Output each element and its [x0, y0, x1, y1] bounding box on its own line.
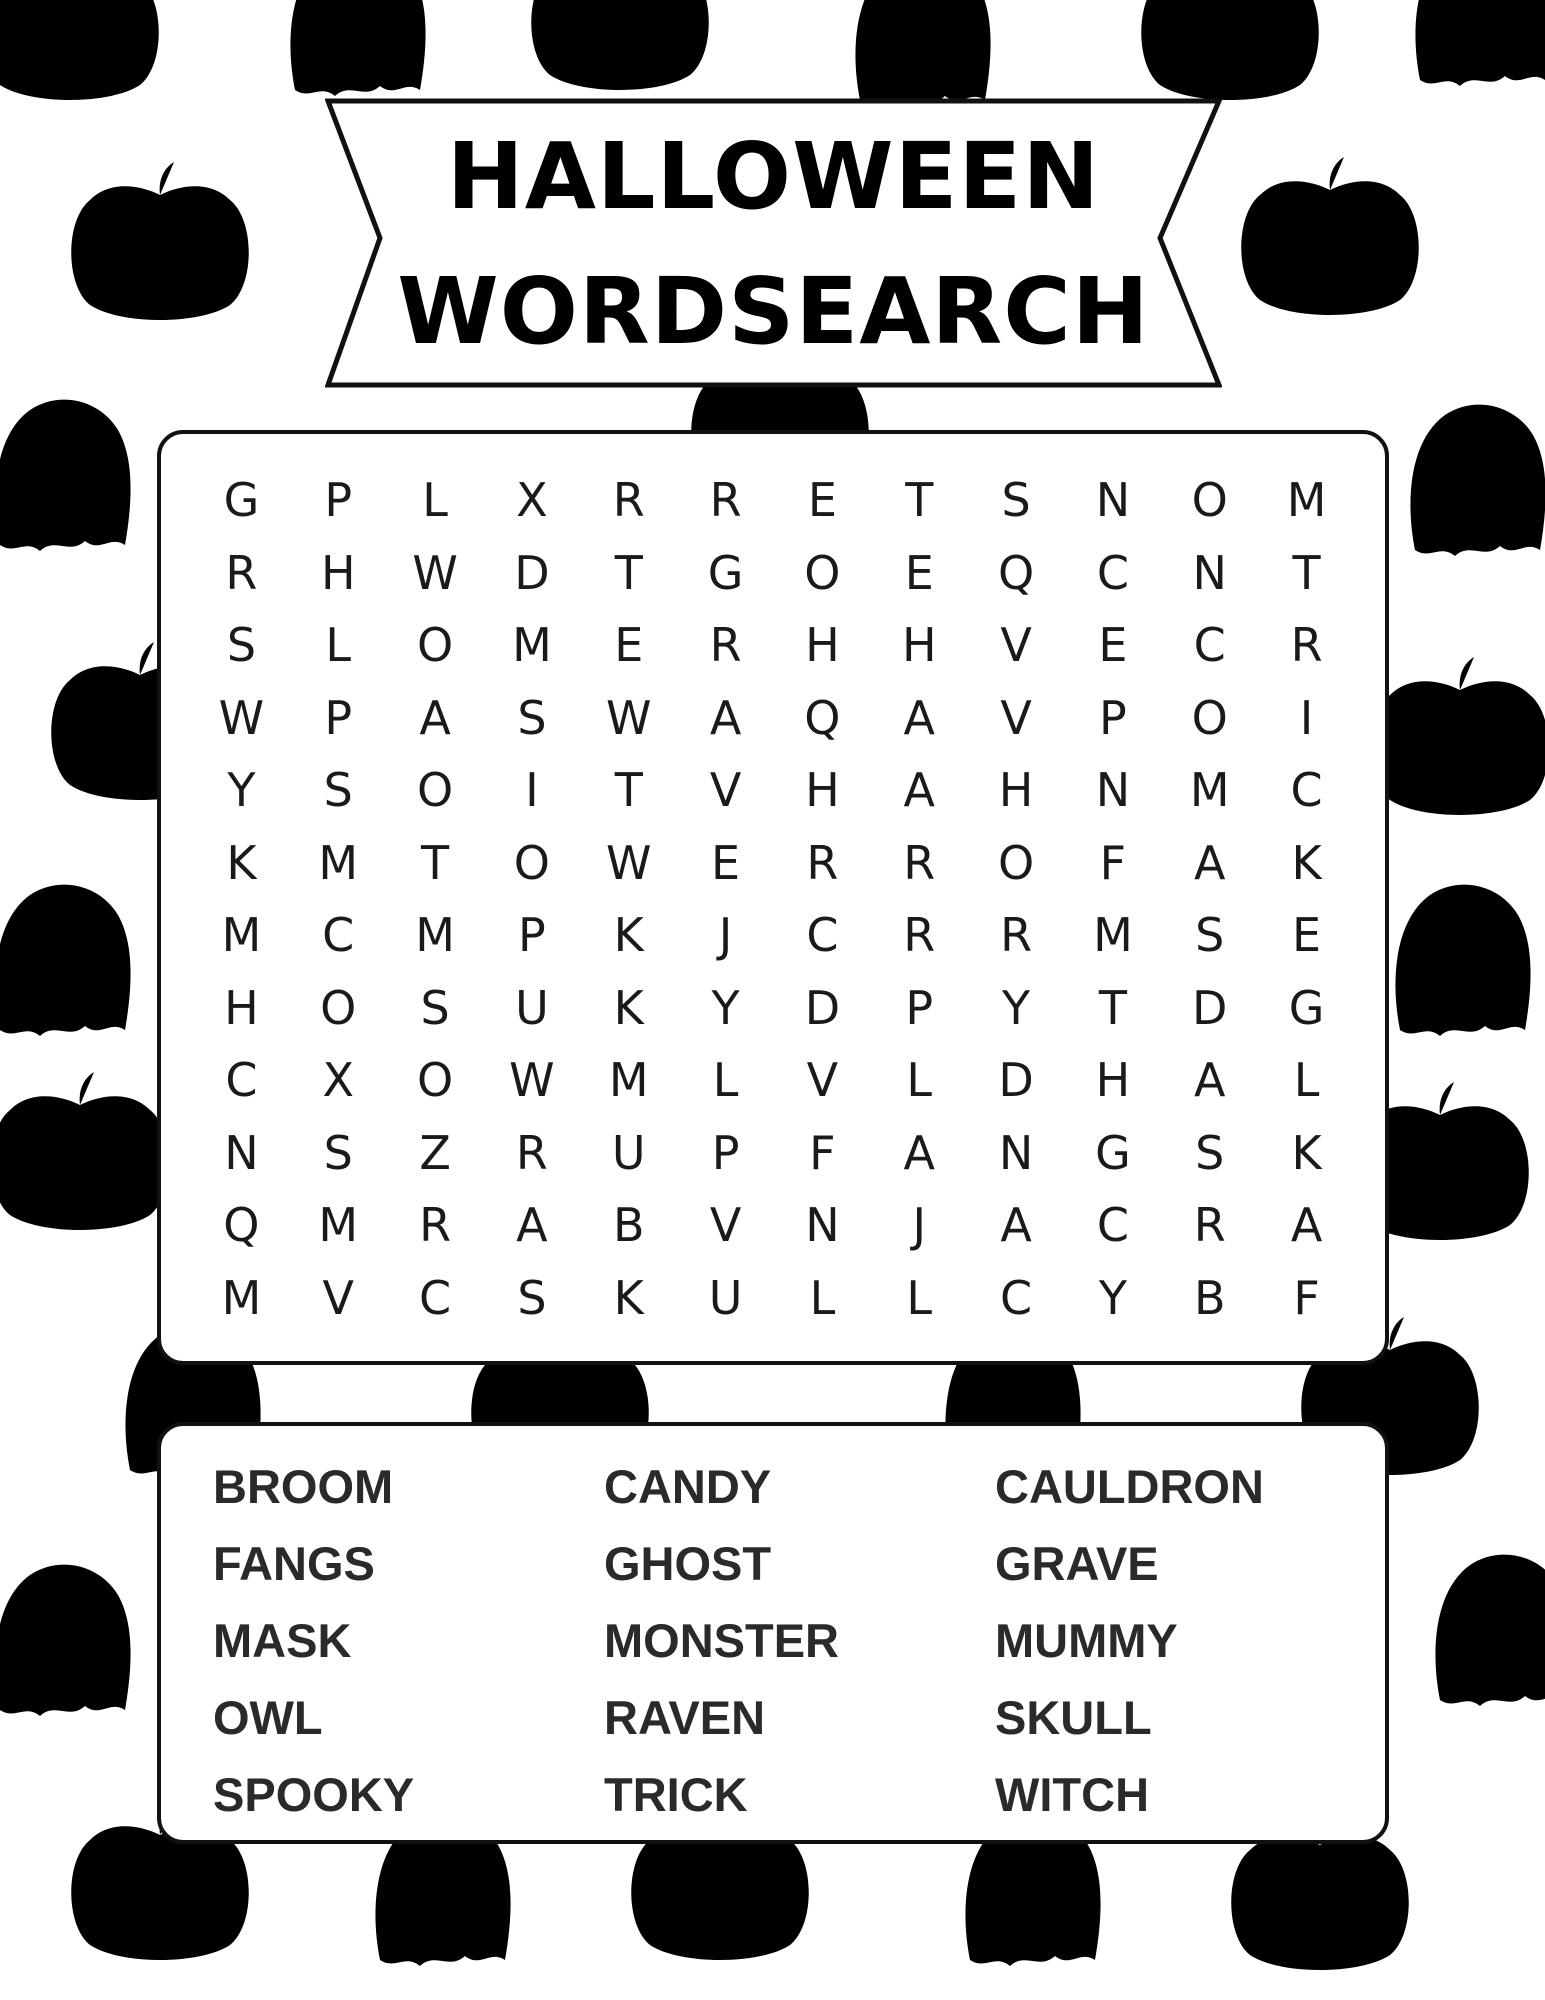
grid-cell[interactable]: O — [416, 763, 454, 818]
word-list-item: CAULDRON — [995, 1460, 1264, 1513]
word-list-panel — [157, 1422, 1389, 1844]
grid-cell[interactable]: W — [412, 545, 458, 600]
grid-cell[interactable]: P — [324, 473, 353, 528]
grid-cell[interactable]: O — [1191, 473, 1228, 528]
grid-cell[interactable]: P — [518, 908, 546, 963]
grid-cell[interactable]: C — [806, 908, 839, 963]
grid-cell[interactable]: A — [1000, 1198, 1032, 1253]
grid-cell[interactable]: N — [1095, 473, 1131, 528]
word-list-item: MASK — [213, 1614, 352, 1667]
word-list-item: FANGS — [213, 1537, 375, 1590]
grid-cell[interactable]: T — [421, 835, 450, 890]
letter-grid — [193, 464, 1355, 1334]
word-list-item: MONSTER — [604, 1614, 839, 1667]
grid-cell[interactable]: Y — [227, 763, 256, 818]
grid-cell[interactable]: N — [998, 1125, 1034, 1180]
grid-cell[interactable]: N — [805, 1198, 840, 1253]
grid-cell[interactable]: G — [707, 545, 744, 600]
word-list-item: SKULL — [995, 1691, 1152, 1744]
grid-cell[interactable]: K — [613, 980, 644, 1035]
grid-cell[interactable]: A — [903, 1125, 935, 1180]
grid-cell[interactable]: K — [613, 1270, 644, 1325]
grid-cell[interactable]: V — [322, 1270, 354, 1325]
grid-cell[interactable]: T — [1098, 980, 1127, 1035]
grid-cell[interactable]: A — [709, 690, 742, 745]
grid-cell[interactable]: C — [225, 1053, 258, 1108]
grid-cell[interactable]: P — [1099, 690, 1127, 745]
grid-cell[interactable]: C — [1096, 545, 1129, 600]
grid-cell[interactable]: K — [226, 835, 257, 890]
grid-cell[interactable]: P — [711, 1125, 740, 1180]
grid-cell[interactable]: W — [606, 690, 652, 745]
grid-cell[interactable]: U — [611, 1125, 646, 1180]
grid-cell[interactable]: S — [323, 1125, 353, 1180]
grid-cell[interactable]: A — [903, 690, 935, 745]
title-line-2: WORDSEARCH — [397, 258, 1150, 365]
grid-cell[interactable]: D — [804, 980, 841, 1035]
grid-cell[interactable]: L — [809, 1270, 836, 1325]
grid-cell[interactable]: S — [517, 690, 547, 745]
grid-cell[interactable]: Z — [419, 1125, 451, 1180]
grid-cell[interactable]: U — [708, 1270, 743, 1325]
grid-cell[interactable]: A — [903, 763, 935, 818]
grid-cell[interactable]: L — [712, 1053, 739, 1108]
grid-cell[interactable]: U — [515, 980, 549, 1035]
grid-cell[interactable]: C — [1193, 618, 1226, 673]
grid-cell[interactable]: J — [718, 908, 733, 963]
grid-cell[interactable]: D — [514, 545, 550, 600]
grid-cell[interactable]: N — [1192, 545, 1227, 600]
letter-grid-panel — [157, 430, 1389, 1365]
grid-cell[interactable]: G — [1095, 1125, 1131, 1180]
grid-cell[interactable]: O — [416, 1053, 454, 1108]
grid-cell[interactable]: I — [525, 763, 539, 818]
grid-cell[interactable]: L — [422, 473, 448, 528]
grid-cell[interactable]: Q — [997, 545, 1035, 600]
grid-cell[interactable]: Q — [223, 1198, 260, 1253]
grid-cell[interactable]: M — [608, 1053, 649, 1108]
word-list-item: BROOM — [213, 1460, 394, 1513]
grid-cell[interactable]: O — [997, 835, 1035, 890]
grid-cell[interactable]: F — [1099, 835, 1127, 890]
grid-cell[interactable]: B — [1193, 1270, 1226, 1325]
grid-cell[interactable]: E — [1098, 618, 1128, 673]
grid-cell[interactable]: K — [1291, 1125, 1322, 1180]
grid-cell[interactable]: W — [509, 1053, 555, 1108]
grid-cell[interactable]: I — [1299, 690, 1314, 745]
grid-cell[interactable]: S — [420, 980, 450, 1035]
grid-cell[interactable]: A — [516, 1198, 548, 1253]
grid-cell[interactable]: V — [1000, 618, 1032, 673]
grid-cell[interactable]: T — [614, 763, 643, 818]
grid-cell[interactable]: J — [912, 1198, 927, 1253]
word-list-item: SPOOKY — [213, 1768, 415, 1821]
grid-cell[interactable]: E — [614, 618, 644, 673]
grid-cell[interactable]: Y — [711, 980, 740, 1035]
title-line-1: HALLOWEEN — [446, 123, 1101, 230]
grid-cell[interactable]: F — [809, 1125, 836, 1180]
grid-cell[interactable]: V — [806, 1053, 839, 1108]
grid-cell[interactable]: M — [1093, 908, 1133, 963]
word-list-item: OWL — [213, 1691, 323, 1744]
grid-cell[interactable]: L — [1293, 1053, 1320, 1108]
grid-cell[interactable]: B — [612, 1198, 645, 1253]
grid-cell[interactable]: X — [516, 473, 548, 528]
grid-cell[interactable]: G — [223, 473, 260, 528]
grid-cell[interactable]: O — [804, 545, 841, 600]
grid-cell[interactable]: H — [805, 763, 840, 818]
grid-cell[interactable]: R — [709, 618, 742, 673]
grid-cell[interactable]: P — [324, 690, 353, 745]
word-list-item: TRICK — [604, 1768, 748, 1821]
grid-cell[interactable]: E — [1292, 908, 1322, 963]
grid-cell[interactable]: E — [904, 545, 934, 600]
grid-cell[interactable]: H — [805, 618, 840, 673]
grid-cell[interactable]: R — [806, 835, 839, 890]
grid-cell[interactable]: S — [1195, 908, 1225, 963]
grid-cell[interactable]: A — [419, 690, 451, 745]
word-list-item: GRAVE — [995, 1537, 1159, 1590]
grid-cell[interactable]: O — [1191, 690, 1228, 745]
grid-cell[interactable]: E — [711, 835, 741, 890]
word-list-item: WITCH — [995, 1768, 1150, 1821]
grid-cell[interactable]: S — [1001, 473, 1031, 528]
grid-cell[interactable]: D — [998, 1053, 1034, 1108]
grid-cell[interactable]: M — [318, 835, 359, 890]
grid-cell[interactable]: R — [1290, 618, 1323, 673]
grid-cell[interactable]: A — [1194, 835, 1226, 890]
grid-cell[interactable]: N — [224, 1125, 259, 1180]
grid-cell[interactable]: R — [612, 473, 645, 528]
grid-cell[interactable]: L — [906, 1270, 933, 1325]
grid-cell[interactable]: M — [512, 618, 552, 673]
word-list-item: RAVEN — [604, 1691, 766, 1744]
grid-cell[interactable]: H — [1095, 1053, 1131, 1108]
grid-cell[interactable]: S — [517, 1270, 547, 1325]
grid-cell[interactable]: C — [1290, 763, 1323, 818]
grid-cell[interactable]: L — [906, 1053, 933, 1108]
grid-cell[interactable]: A — [1290, 1198, 1323, 1253]
grid-cell[interactable]: F — [1293, 1270, 1320, 1325]
grid-cell[interactable]: M — [318, 1198, 359, 1253]
grid-cell[interactable]: P — [905, 980, 934, 1035]
grid-cell[interactable]: L — [325, 618, 352, 673]
grid-cell[interactable]: G — [1288, 980, 1325, 1035]
grid-cell[interactable]: M — [221, 1270, 262, 1325]
grid-cell[interactable]: O — [513, 835, 551, 890]
grid-cell[interactable]: H — [998, 763, 1034, 818]
grid-cell[interactable]: K — [613, 908, 644, 963]
grid-cell[interactable]: S — [323, 763, 353, 818]
grid-cell[interactable]: S — [226, 618, 257, 673]
grid-cell[interactable]: R — [1193, 1198, 1226, 1253]
grid-cell[interactable]: V — [1000, 690, 1032, 745]
grid-cell[interactable]: K — [1291, 835, 1322, 890]
grid-cell[interactable]: M — [415, 908, 455, 963]
grid-cell[interactable]: H — [224, 980, 259, 1035]
grid-cell[interactable]: W — [218, 690, 265, 745]
grid-cell[interactable]: R — [225, 545, 258, 600]
grid-cell[interactable]: V — [709, 1198, 742, 1253]
grid-cell[interactable]: S — [1195, 1125, 1225, 1180]
grid-cell[interactable]: R — [1000, 908, 1033, 963]
word-list-item: CANDY — [604, 1460, 772, 1513]
grid-cell[interactable]: T — [614, 545, 643, 600]
grid-cell[interactable]: Q — [804, 690, 841, 745]
grid-cell[interactable]: M — [221, 908, 262, 963]
grid-cell[interactable]: T — [1292, 545, 1321, 600]
grid-cell[interactable]: Y — [1098, 1270, 1127, 1325]
grid-cell[interactable]: R — [709, 473, 742, 528]
grid-cell[interactable]: H — [901, 618, 937, 673]
grid-cell[interactable]: M — [1189, 763, 1230, 818]
grid-cell[interactable]: R — [419, 1198, 452, 1253]
grid-cell[interactable]: C — [419, 1270, 452, 1325]
title-banner — [325, 98, 1222, 388]
grid-cell[interactable]: O — [320, 980, 357, 1035]
grid-cell[interactable]: C — [1000, 1270, 1033, 1325]
grid-cell[interactable]: D — [1192, 980, 1228, 1035]
grid-cell[interactable]: X — [322, 1053, 354, 1108]
grid-cell[interactable]: T — [905, 473, 934, 528]
grid-cell[interactable]: M — [1286, 473, 1327, 528]
word-list — [213, 1448, 1363, 1833]
grid-cell[interactable]: R — [903, 908, 936, 963]
grid-cell[interactable]: R — [515, 1125, 548, 1180]
grid-cell[interactable]: E — [807, 473, 837, 528]
grid-cell[interactable]: C — [322, 908, 355, 963]
grid-cell[interactable]: R — [903, 835, 936, 890]
grid-cell[interactable]: H — [320, 545, 356, 600]
grid-cell[interactable]: Y — [1002, 980, 1031, 1035]
grid-cell[interactable]: C — [1096, 1198, 1129, 1253]
grid-cell[interactable]: N — [1095, 763, 1131, 818]
grid-cell[interactable]: W — [606, 835, 652, 890]
grid-cell[interactable]: A — [1194, 1053, 1226, 1108]
word-list-item: MUMMY — [995, 1614, 1178, 1667]
grid-cell[interactable]: V — [709, 763, 742, 818]
word-list-item: GHOST — [604, 1537, 772, 1590]
grid-cell[interactable]: O — [416, 618, 454, 673]
